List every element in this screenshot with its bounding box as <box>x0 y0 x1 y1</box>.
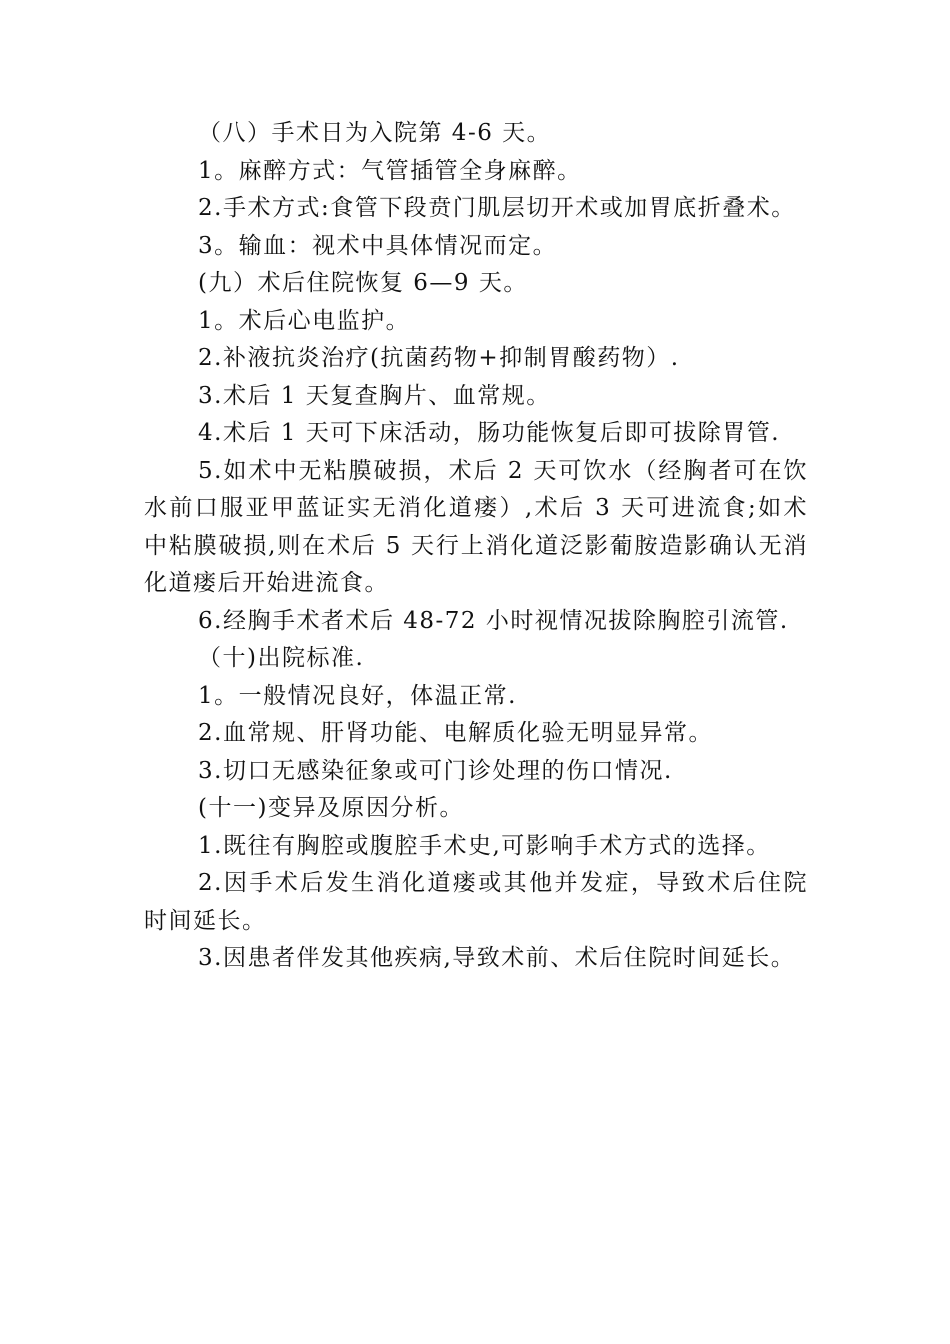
section-heading-9: (九）术后住院恢复 6—9 天。 <box>198 270 528 296</box>
paragraph-ambulation: 4.术后 1 天可下床活动，肠功能恢复后即可拔除胃管. <box>198 420 781 446</box>
paragraph-diet: 5.如术中无粘膜破损，术后 2 天可饮水（经胸者可在饮水前口服亚甲蓝证实无消化道瘘）,术后 3 天可进流食;如术中粘膜破损,则在术后 5 天行上消化道泛影葡胺造影确认无消化道瘘后开始进流食。 <box>144 457 808 596</box>
document-body <box>144 115 808 978</box>
paragraph-complications: 2.因手术后发生消化道瘘或其他并发症，导致术后住院时间延长。 <box>144 870 808 934</box>
section-heading-11: (十一)变异及原因分析。 <box>198 795 464 821</box>
paragraph-chest-xray: 3.术后 1 天复查胸片、血常规。 <box>198 382 551 409</box>
section-heading-10: （十)出院标准. <box>198 645 365 671</box>
paragraph-prior-surgery: 1.既往有胸腔或腹腔手术史,可影响手术方式的选择。 <box>198 832 771 859</box>
paragraph-fluid-therapy: 2.补液抗炎治疗(抗菌药物+抑制胃酸药物）. <box>198 345 680 371</box>
paragraph-transfusion: 3。输血：视术中具体情况而定。 <box>198 232 558 259</box>
section-heading-8: （八）手术日为入院第 4-6 天。 <box>198 120 552 146</box>
paragraph-general-condition: 1。一般情况良好，体温正常. <box>198 682 517 709</box>
paragraph-surgery-method: 2.手术方式:食管下段贲门肌层切开术或加胃底折叠术。 <box>198 195 796 221</box>
paragraph-lab-tests: 2.血常规、肝肾功能、电解质化验无明显异常。 <box>198 720 713 746</box>
paragraph-ecg-monitoring: 1。术后心电监护。 <box>198 307 411 334</box>
paragraph-anesthesia: 1。麻醉方式：气管插管全身麻醉。 <box>198 157 582 184</box>
paragraph-comorbidity: 3.因患者伴发其他疾病,导致术前、术后住院时间延长。 <box>198 945 796 971</box>
paragraph-incision: 3.切口无感染征象或可门诊处理的伤口情况. <box>198 757 673 784</box>
paragraph-chest-drain: 6.经胸手术者术后 48-72 小时视情况拔除胸腔引流管. <box>198 607 789 634</box>
